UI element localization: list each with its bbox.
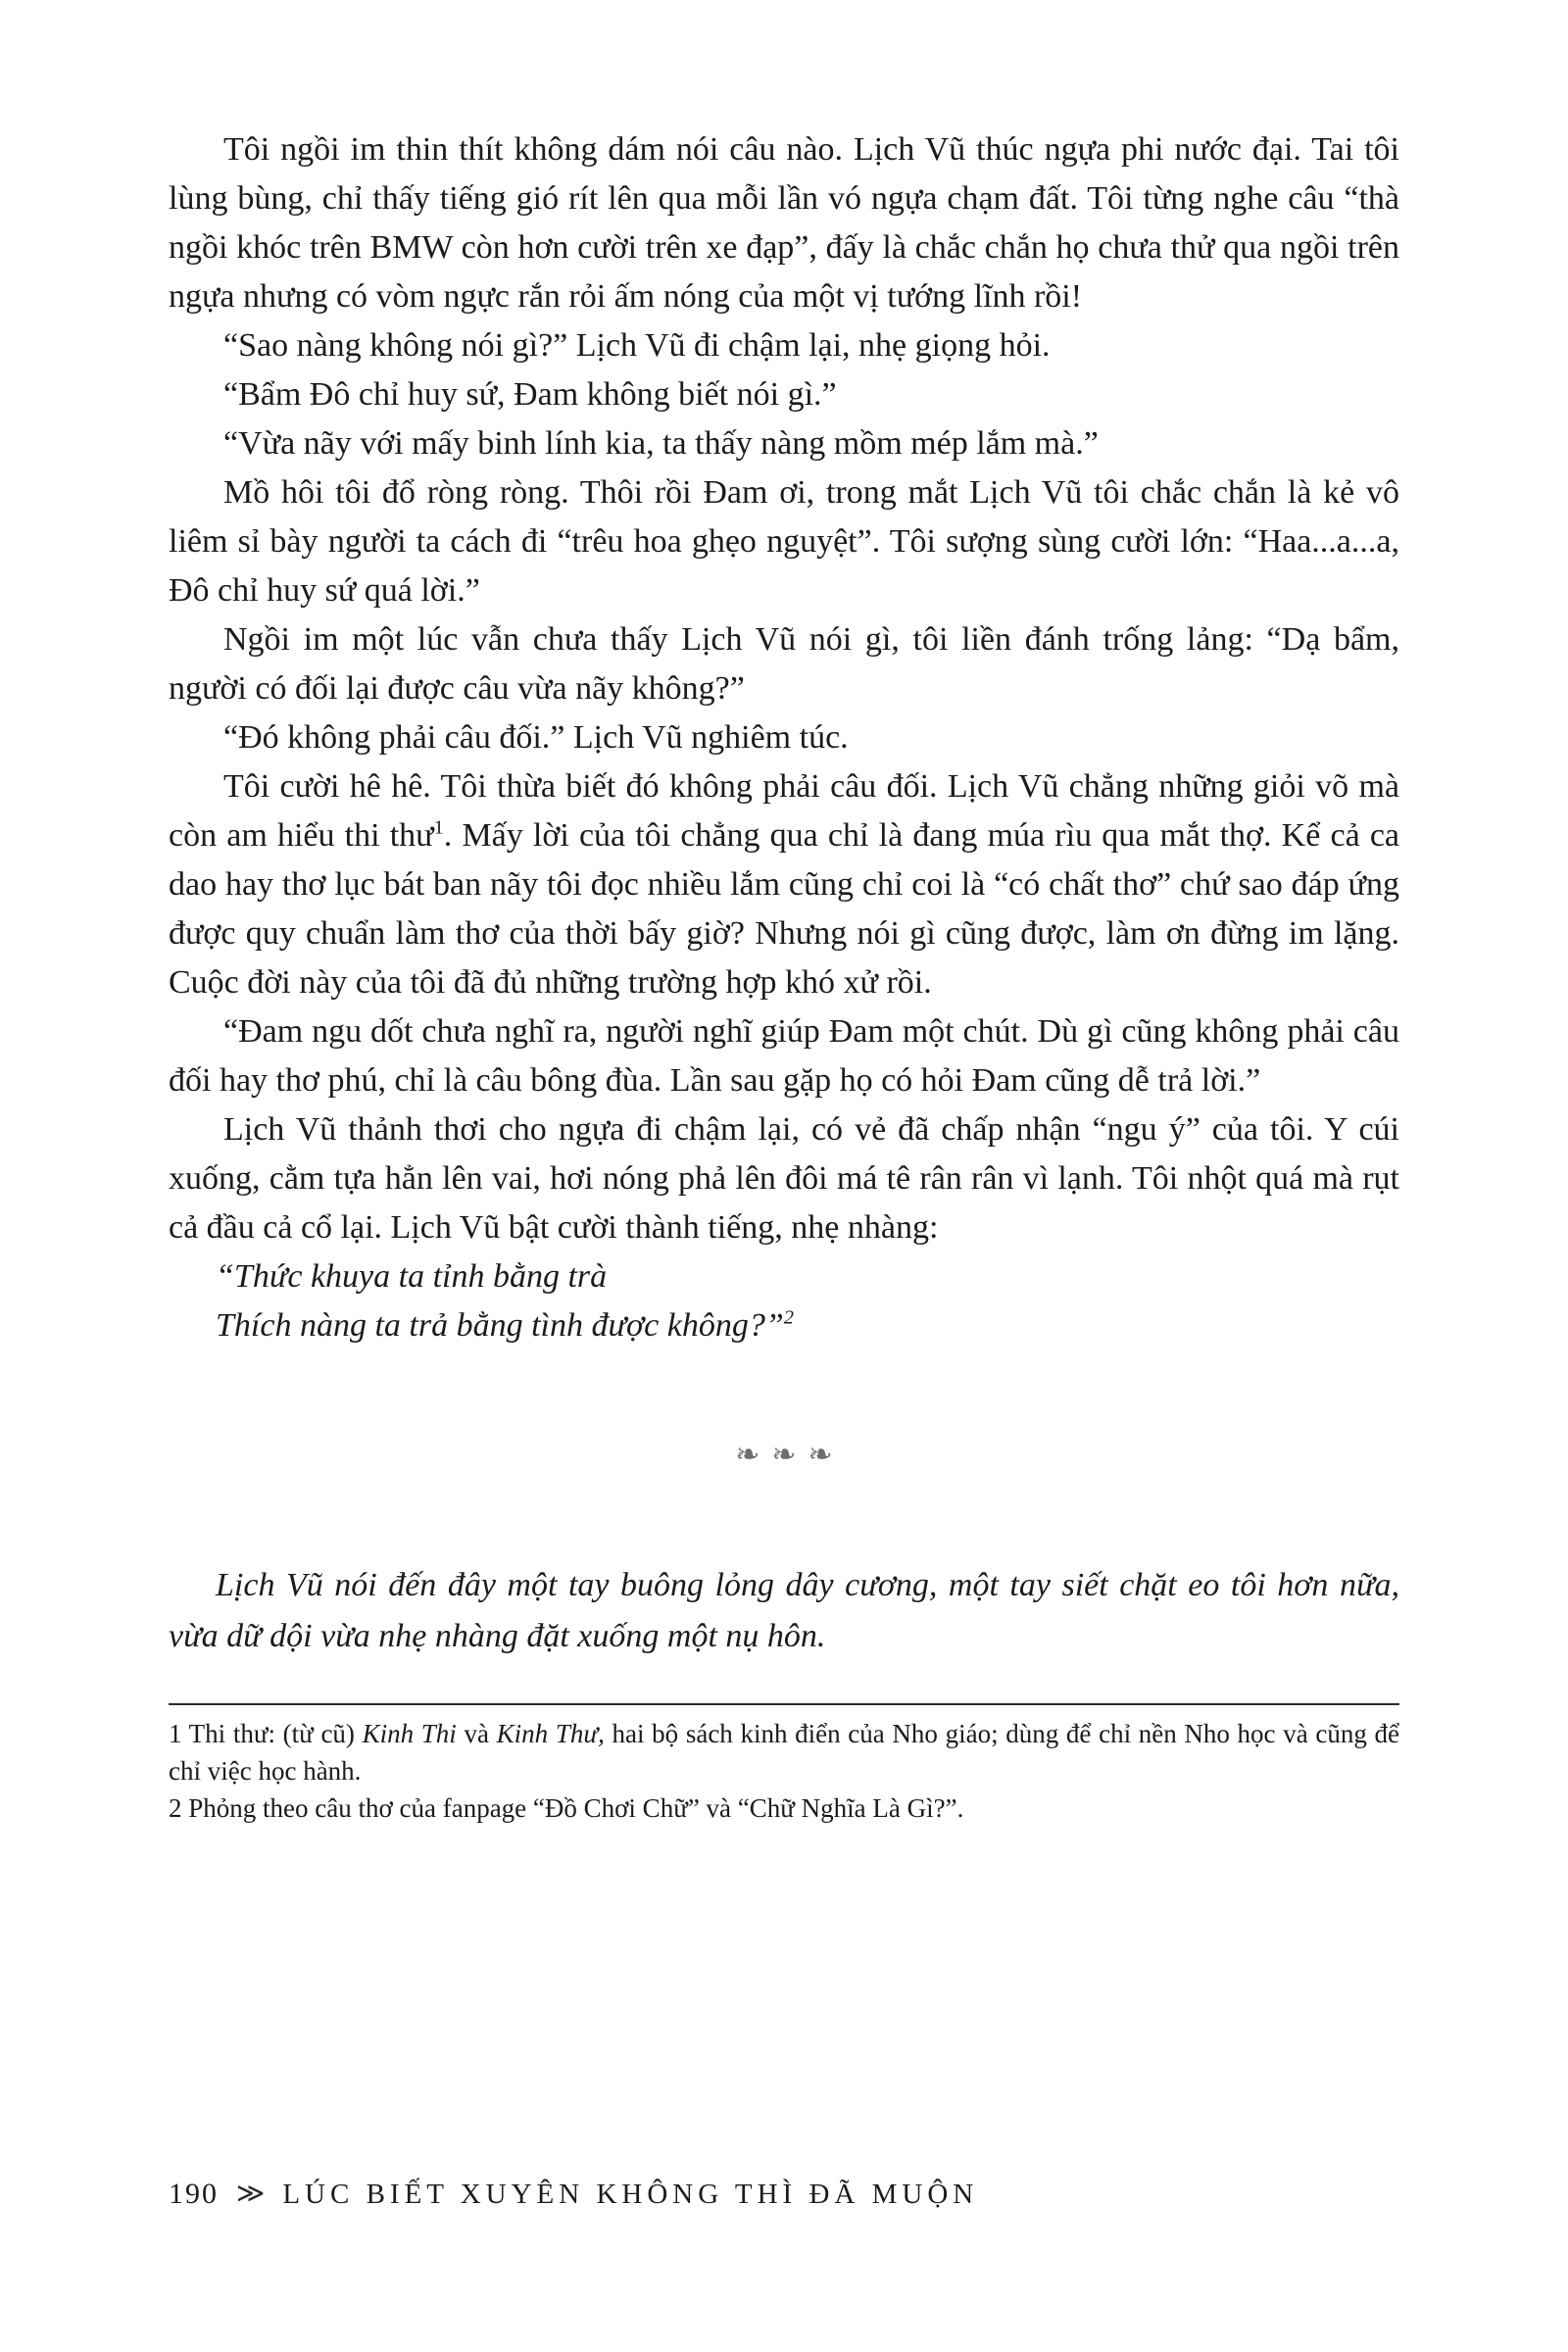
body-paragraph: [169, 762, 1399, 1007]
body-paragraph: Tôi ngồi im thin thít không dám nói câu nào. Lịch Vũ thúc ngựa phi nước đại. Tai tôi lùng bùng, chỉ thấy tiếng gió rít lên qua mỗi lần vó ngựa chạm đất. Tôi từng nghe câu “thà ngồi khóc trên BMW còn hơn cười trên xe đạp”, đấy là chắc chắn họ chưa thử qua ngồi trên ngựa nhưng có vòm ngực rắn rỏi ấm nóng của một vị tướng lĩnh rồi!: [169, 131, 1399, 315]
footer-fleuron-icon: ≫: [236, 2179, 266, 2209]
section-separator-ornament: ❧❧❧: [735, 1439, 845, 1471]
poem-line: “Thức khuya ta tỉnh bằng trà: [216, 1258, 608, 1295]
footnote: 2 Phỏng theo câu thơ của fanpage “Đồ Chơi Chữ” và “Chữ Nghĩa Là Gì?”.: [169, 1793, 964, 1823]
body-paragraph: “Đó không phải câu đối.” Lịch Vũ nghiêm túc.: [223, 719, 849, 756]
body-paragraph: Mồ hôi tôi đổ ròng ròng. Thôi rồi Đam ơi, trong mắt Lịch Vũ tôi chắc chắn là kẻ vô liêm sỉ bày người ta cách đi “trêu hoa ghẹo nguyệt”. Tôi sượng sùng cười lớn: “Haa...a...a, Đô chỉ huy sứ quá lời.”: [169, 474, 1399, 609]
footnote-italic-title: Kinh Thi: [362, 1719, 457, 1748]
closing-italic-paragraph: Lịch Vũ nói đến đây một tay buông lỏng dây cương, một tay siết chặt eo tôi hơn nữa, vừa dữ dội vừa nhẹ nhàng đặt xuống một nụ hôn.: [169, 1567, 1399, 1654]
footnote-section: [169, 1703, 1399, 1827]
body-paragraph: “Đam ngu dốt chưa nghĩ ra, người nghĩ giúp Đam một chút. Dù gì cũng không phải câu đối hay thơ phú, chỉ là câu bông đùa. Lần sau gặp họ có hỏi Đam cũng dễ trả lời.”: [169, 1013, 1399, 1099]
footnote-text: và: [456, 1719, 497, 1748]
poem-line: [216, 1301, 1399, 1350]
body-paragraph: “Bẩm Đô chỉ huy sứ, Đam không biết nói gì.”: [223, 376, 837, 413]
paragraph-text: Tôi cười hê hê. Tôi thừa biết đó không phải câu đối. Lịch Vũ chẳng những giỏi võ mà còn am hiểu thi thư: [169, 768, 1399, 854]
body-paragraph: Lịch Vũ thảnh thơi cho ngựa đi chậm lại, có vẻ đã chấp nhận “ngu ý” của tôi. Y cúi xuống, cằm tựa hẳn lên vai, hơi nóng phả lên đôi má tê rân rân vì lạnh. Tôi nhột quá mà rụt cả đầu cả cổ lại. Lịch Vũ bật cười thành tiếng, nhẹ nhàng:: [169, 1111, 1399, 1246]
body-paragraph: “Sao nàng không nói gì?” Lịch Vũ đi chậm lại, nhẹ giọng hỏi.: [223, 327, 1051, 364]
footnote: [169, 1715, 1399, 1789]
body-paragraph: Ngồi im một lúc vẫn chưa thấy Lịch Vũ nói gì, tôi liền đánh trống lảng: “Dạ bẩm, người có đối lại được câu vừa nãy không?”: [169, 621, 1399, 707]
page-number: 190: [169, 2178, 219, 2210]
footnote-italic-title: Kinh Thư,: [496, 1719, 605, 1748]
body-paragraph: “Vừa nãy với mấy binh lính kia, ta thấy nàng mồm mép lắm mà.”: [223, 425, 1099, 462]
poem-text: Thích nàng ta trả bằng tình được không?”: [216, 1307, 784, 1344]
footnote-reference-1: 1: [433, 816, 444, 839]
book-title: LÚC BIẾT XUYÊN KHÔNG THÌ ĐÃ MUỘN: [282, 2179, 979, 2210]
footnote-reference-2: 2: [783, 1306, 794, 1329]
footnote-text: 1 Thi thư: (từ cũ): [169, 1719, 363, 1748]
footnote-text: hai bộ sách kinh điển của Nho giáo; dùng để chỉ nền Nho học và cũng để chỉ việc học hành.: [169, 1719, 1400, 1786]
page-footer: [169, 2178, 978, 2211]
paragraph-text: . Mấy lời của tôi chẳng qua chỉ là đang múa rìu qua mắt thợ. Kể cả ca dao hay thơ lục bát ban nãy tôi đọc nhiều lắm cũng chỉ coi là “có chất thơ” chứ sao đáp ứng được quy chuẩn làm thơ của thời bấy giờ? Nhưng nói gì cũng được, làm ơn đừng im lặng. Cuộc đời này của tôi đã đủ những trường hợp khó xử rồi.: [169, 817, 1399, 1001]
